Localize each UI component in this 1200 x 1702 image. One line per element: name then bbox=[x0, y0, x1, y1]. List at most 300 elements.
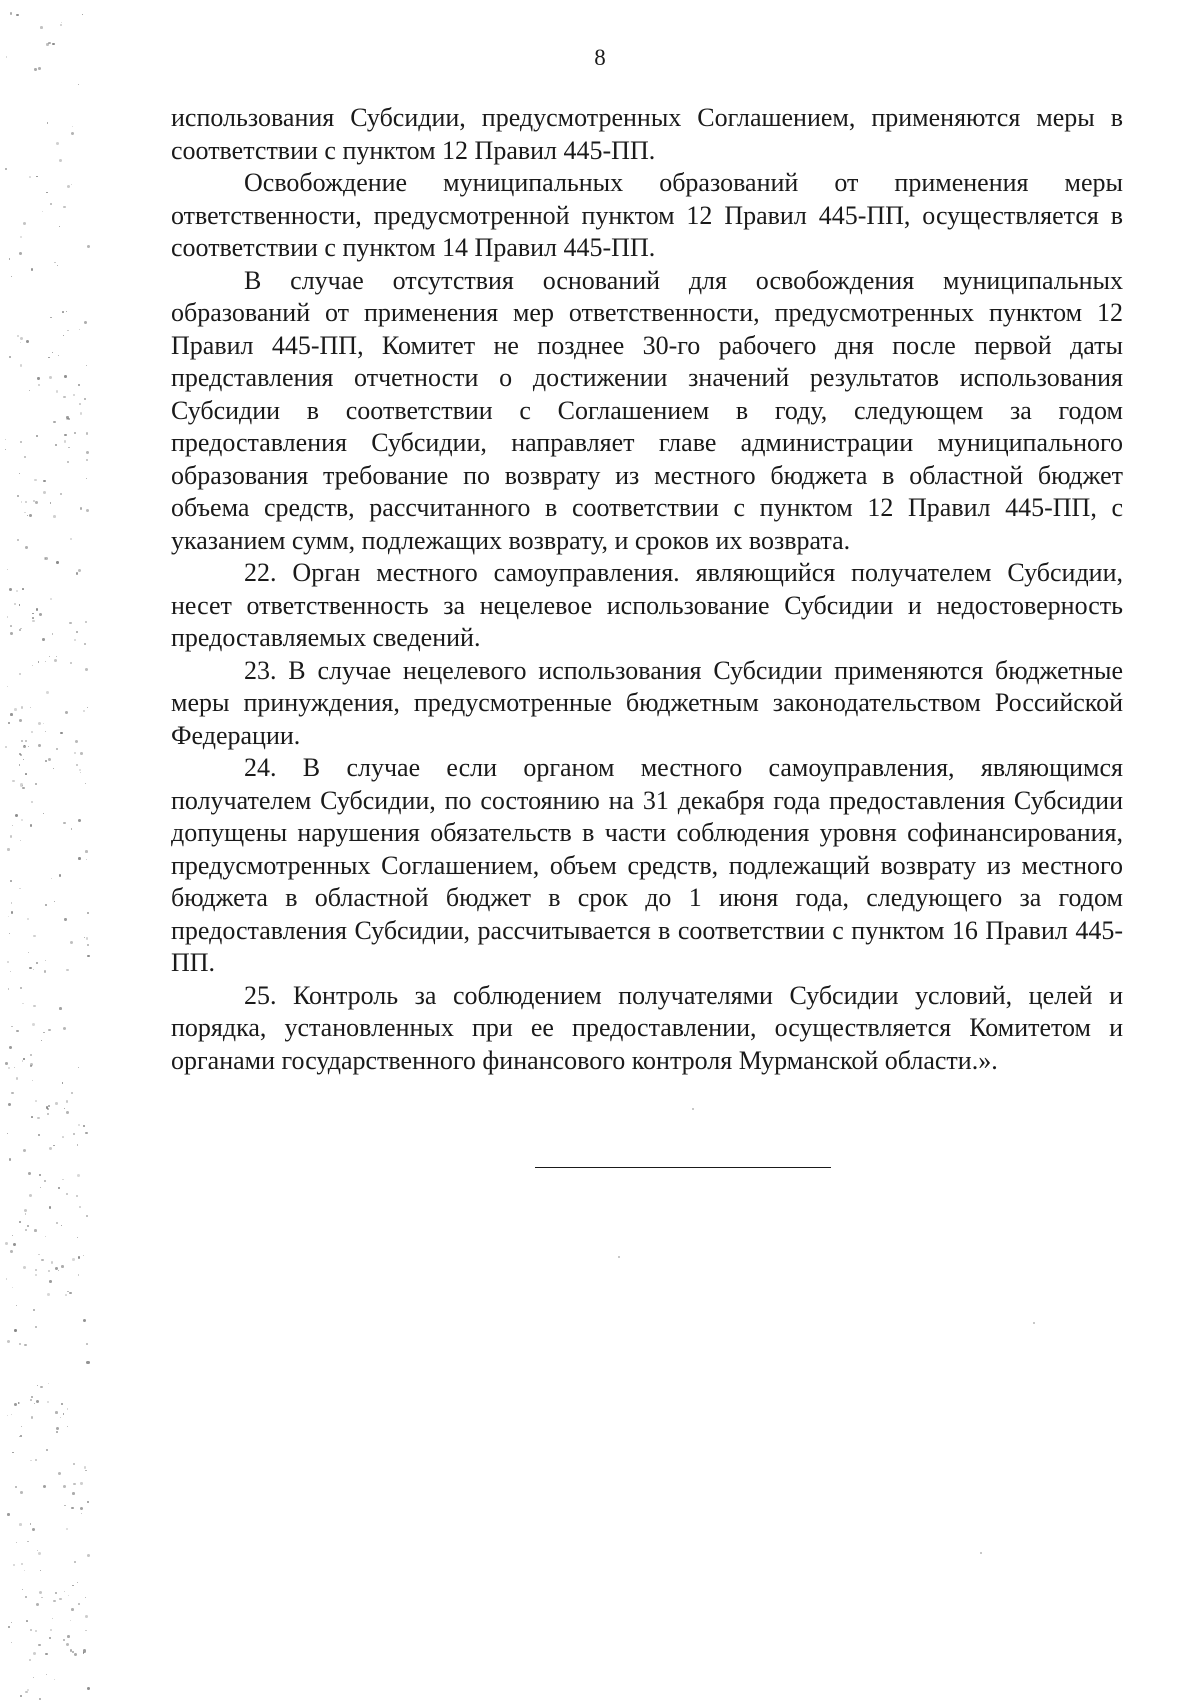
scan-speck bbox=[20, 1491, 23, 1494]
scan-speck bbox=[55, 1411, 58, 1414]
scan-speck bbox=[43, 491, 46, 494]
scan-speck bbox=[43, 1032, 44, 1033]
scan-speck bbox=[5, 168, 7, 170]
scan-speck bbox=[61, 1225, 63, 1227]
scan-speck bbox=[39, 1698, 42, 1701]
scan-speck bbox=[87, 1501, 90, 1504]
scan-speck bbox=[33, 500, 35, 502]
scan-speck bbox=[12, 1287, 13, 1288]
scan-speck bbox=[59, 1598, 61, 1600]
scan-speck bbox=[35, 501, 38, 504]
scan-speck bbox=[38, 661, 40, 663]
scan-speck bbox=[27, 1541, 29, 1543]
scan-speck bbox=[34, 1403, 35, 1404]
scan-speck bbox=[20, 441, 22, 443]
paragraph-25: 25. Контроль за соблюдением получателями Субсидии условий, целей и порядка, установленных при ее предоставлении, осуществляется Комитетом и органами государственного финансового контроля Мурманской области.». bbox=[171, 980, 1123, 1075]
scan-speck bbox=[28, 952, 30, 954]
scan-speck bbox=[53, 1600, 56, 1603]
scan-speck bbox=[24, 512, 25, 513]
scan-speck bbox=[47, 1108, 49, 1110]
scan-speck bbox=[7, 1133, 8, 1134]
scan-speck bbox=[21, 501, 22, 502]
scan-speck bbox=[53, 1145, 55, 1147]
scan-speck bbox=[19, 753, 21, 755]
scan-speck bbox=[77, 1144, 79, 1146]
scan-speck bbox=[66, 969, 68, 971]
scan-speck bbox=[77, 1237, 78, 1238]
scan-speck bbox=[5, 1242, 8, 1245]
scan-speck bbox=[60, 24, 62, 26]
scan-speck bbox=[40, 1187, 41, 1188]
scan-speck bbox=[66, 419, 67, 420]
scan-speck bbox=[34, 479, 37, 482]
scan-speck bbox=[71, 828, 72, 829]
scan-speck bbox=[32, 1080, 33, 1081]
scan-speck bbox=[23, 1266, 26, 1269]
scan-speck bbox=[7, 961, 9, 963]
scan-speck bbox=[30, 1054, 32, 1056]
scan-speck bbox=[54, 262, 56, 264]
scan-speck bbox=[63, 822, 65, 824]
scan-speck bbox=[56, 1431, 58, 1433]
scan-speck bbox=[39, 613, 42, 616]
scan-speck bbox=[20, 987, 23, 990]
scan-speck bbox=[46, 691, 49, 694]
scan-speck bbox=[78, 857, 81, 860]
scan-speck bbox=[14, 1329, 17, 1332]
scan-speck bbox=[23, 1149, 26, 1152]
scan-speck bbox=[81, 1513, 82, 1514]
scan-speck bbox=[64, 1591, 65, 1592]
scan-speck bbox=[86, 451, 89, 454]
scan-speck bbox=[5, 439, 6, 440]
scan-speck bbox=[85, 621, 88, 624]
scan-speck bbox=[7, 848, 9, 850]
scan-speck bbox=[86, 1215, 88, 1217]
scan-speck bbox=[47, 1401, 49, 1403]
scan-speck bbox=[85, 783, 87, 785]
scan-speck bbox=[33, 1005, 36, 1008]
scan-speck bbox=[27, 1225, 29, 1227]
scan-speck bbox=[87, 245, 90, 248]
scan-speck bbox=[44, 1180, 46, 1182]
scan-speck bbox=[24, 745, 25, 746]
scan-speck bbox=[12, 825, 13, 826]
scan-speck bbox=[22, 1060, 24, 1062]
scan-speck bbox=[84, 398, 86, 400]
scan-speck bbox=[71, 184, 72, 185]
scan-speck bbox=[20, 754, 22, 756]
scan-speck bbox=[18, 1402, 19, 1403]
scan-speck bbox=[23, 1058, 24, 1059]
scan-speck bbox=[48, 357, 50, 359]
scan-speck bbox=[28, 1172, 31, 1175]
scan-speck bbox=[33, 969, 35, 971]
scan-speck bbox=[67, 461, 69, 463]
scan-speck bbox=[63, 396, 66, 399]
scan-speck bbox=[20, 628, 22, 630]
scan-speck bbox=[9, 933, 10, 934]
scan-speck bbox=[43, 813, 44, 814]
scan-speck bbox=[21, 1426, 23, 1428]
scan-speck bbox=[32, 1528, 35, 1531]
scan-speck bbox=[70, 941, 73, 944]
scan-speck bbox=[64, 375, 67, 378]
scan-speck bbox=[46, 1106, 49, 1109]
scan-speck bbox=[73, 1463, 75, 1465]
scan-speck bbox=[36, 1400, 39, 1403]
scan-speck bbox=[41, 1597, 43, 1599]
scan-speck bbox=[59, 226, 60, 227]
scan-speck bbox=[86, 937, 88, 939]
scan-speck bbox=[7, 686, 8, 687]
scan-speck bbox=[24, 1209, 27, 1212]
paragraph-22: 22. Орган местного самоуправления. являющийся получателем Субсидии, несет ответственность за нецелевое использование Субсидии и недостоверность предоставляемых сведений. bbox=[171, 558, 1123, 652]
scan-speck bbox=[70, 1649, 72, 1651]
scan-speck bbox=[67, 1408, 69, 1410]
scan-speck bbox=[66, 311, 68, 313]
scan-speck bbox=[10, 632, 13, 635]
scan-speck bbox=[12, 1452, 14, 1454]
scan-speck bbox=[54, 901, 56, 903]
scan-speck bbox=[32, 620, 35, 623]
scan-speck bbox=[33, 1652, 36, 1655]
scan-speck bbox=[63, 335, 64, 336]
paragraph-continuation: использования Субсидии, предусмотренных Соглашением, применяются меры в соответствии с пунктом 12 Правил 445-ПП. bbox=[171, 103, 1123, 165]
scan-speck bbox=[11, 911, 13, 913]
scan-speck bbox=[83, 1649, 86, 1652]
scan-speck bbox=[35, 1326, 37, 1328]
scan-speck bbox=[30, 1399, 32, 1401]
scan-speck bbox=[87, 1554, 90, 1557]
scan-speck bbox=[8, 1103, 11, 1106]
scan-speck bbox=[36, 435, 38, 437]
scan-speck bbox=[11, 276, 12, 277]
scan-speck bbox=[25, 740, 27, 742]
scan-speck bbox=[68, 418, 71, 421]
scan-speck bbox=[53, 768, 54, 769]
scan-speck bbox=[71, 1092, 73, 1094]
scan-speck bbox=[37, 1385, 38, 1386]
scan-speck bbox=[19, 1343, 21, 1345]
scan-speck bbox=[62, 1179, 63, 1180]
scan-speck bbox=[12, 1235, 13, 1236]
scan-speck bbox=[80, 412, 83, 415]
scan-speck bbox=[79, 769, 81, 771]
scan-speck bbox=[45, 760, 47, 762]
scan-speck bbox=[72, 1492, 75, 1495]
scan-speck bbox=[79, 329, 80, 330]
scan-speck bbox=[86, 1361, 89, 1364]
scan-speck bbox=[20, 337, 23, 340]
scan-speck bbox=[10, 12, 12, 14]
scan-speck bbox=[38, 1134, 40, 1136]
scan-speck bbox=[69, 1292, 72, 1295]
scan-speck bbox=[19, 1523, 22, 1526]
scan-speck bbox=[16, 1030, 19, 1033]
scan-speck bbox=[80, 1482, 82, 1484]
scan-speck bbox=[51, 878, 52, 879]
scan-speck bbox=[11, 1642, 13, 1644]
scan-speck bbox=[1033, 1322, 1035, 1324]
scan-speck bbox=[45, 731, 46, 732]
scan-speck bbox=[17, 495, 19, 497]
scan-speck bbox=[83, 1652, 85, 1654]
scan-speck bbox=[29, 1659, 31, 1661]
scan-speck bbox=[64, 1108, 65, 1109]
scan-speck bbox=[29, 514, 32, 517]
scan-speck bbox=[25, 546, 28, 549]
scan-speck bbox=[25, 1229, 27, 1231]
scan-speck bbox=[10, 713, 13, 716]
scan-speck bbox=[51, 1261, 54, 1264]
scan-speck bbox=[55, 1267, 58, 1270]
scan-speck bbox=[57, 265, 59, 267]
scan-speck bbox=[85, 1470, 87, 1472]
scan-speck bbox=[38, 722, 41, 725]
scan-speck bbox=[67, 1426, 68, 1427]
scan-speck bbox=[36, 962, 38, 964]
scan-speck bbox=[27, 515, 28, 516]
scan-speck bbox=[26, 340, 29, 343]
scan-speck bbox=[43, 723, 44, 724]
page-number: 8 bbox=[594, 45, 606, 70]
scan-speck bbox=[19, 252, 22, 255]
scan-speck bbox=[62, 1136, 64, 1138]
scan-speck bbox=[45, 557, 48, 560]
scan-speck bbox=[13, 1243, 16, 1246]
scan-speck bbox=[84, 643, 86, 645]
scan-speck bbox=[19, 629, 22, 632]
scan-speck bbox=[20, 342, 21, 343]
scan-speck bbox=[83, 710, 85, 712]
scan-speck bbox=[10, 835, 13, 838]
paragraph-23: 23. В случае нецелевого использования Субсидии применяются бюджетные меры принуждения, предусмотренные бюджетным законодательством Российской Федерации. bbox=[171, 655, 1123, 750]
scan-speck bbox=[9, 1046, 12, 1049]
scan-speck bbox=[72, 1651, 75, 1654]
scan-speck bbox=[85, 850, 88, 853]
scan-speck bbox=[78, 1603, 80, 1605]
paragraph-24: 24. В случае если органом местного самоуправления, являющимся получателем Субсидии, по состоянию на 31 декабря года предоставления Субсидии допущены нарушения обязательств в части соблюдения уровня софинансирования, предусмотренных Соглашением, объем средств, подлежащий возврату из местного бюджета в областной бюджет в срок до 1 июня года, следующего за годом предоставления Субсидии, рассчитывается в соответствии с пунктом 16 Правил 445-ПП. bbox=[171, 753, 1123, 977]
end-of-text-rule bbox=[535, 1167, 831, 1168]
scan-speck bbox=[16, 1077, 18, 1079]
scan-speck bbox=[45, 904, 47, 906]
scan-speck bbox=[78, 1067, 79, 1068]
scan-speck bbox=[10, 880, 12, 882]
scan-speck bbox=[14, 603, 16, 605]
scan-speck bbox=[9, 588, 12, 591]
scan-speck bbox=[79, 1206, 81, 1208]
scan-speck bbox=[29, 390, 30, 391]
scan-speck bbox=[49, 1147, 52, 1150]
scan-speck bbox=[618, 1256, 620, 1258]
scan-speck bbox=[29, 1194, 32, 1197]
scan-speck bbox=[71, 132, 74, 135]
scan-speck bbox=[29, 967, 32, 970]
scan-speck bbox=[84, 321, 87, 324]
document-body bbox=[171, 102, 1123, 1077]
scan-speck bbox=[84, 937, 85, 938]
scan-speck bbox=[39, 1174, 41, 1176]
scan-speck bbox=[46, 192, 48, 194]
scan-speck bbox=[11, 902, 13, 904]
scan-speck bbox=[80, 772, 81, 773]
scan-speck bbox=[14, 1067, 15, 1068]
scan-speck bbox=[48, 1270, 50, 1272]
scan-speck bbox=[19, 1402, 21, 1404]
scan-speck bbox=[76, 572, 78, 574]
scan-speck bbox=[31, 1396, 33, 1398]
scan-speck bbox=[20, 236, 23, 239]
scan-speck bbox=[86, 859, 88, 861]
scan-speck bbox=[17, 335, 19, 337]
scan-speck bbox=[85, 1630, 86, 1631]
scan-speck bbox=[32, 665, 33, 666]
scan-speck bbox=[63, 1639, 66, 1642]
scan-speck bbox=[64, 918, 66, 920]
scan-speck bbox=[24, 1344, 26, 1346]
scan-speck bbox=[49, 1637, 52, 1640]
scan-speck bbox=[49, 1206, 52, 1209]
scan-speck bbox=[78, 819, 81, 822]
scan-speck bbox=[25, 773, 27, 775]
scan-speck bbox=[35, 1459, 38, 1462]
scan-speck bbox=[66, 1643, 69, 1646]
scan-speck bbox=[87, 912, 89, 914]
scan-speck bbox=[72, 1585, 74, 1587]
scan-speck bbox=[19, 1436, 20, 1437]
scan-speck bbox=[8, 722, 10, 724]
scan-speck bbox=[35, 1100, 37, 1102]
scan-speck bbox=[10, 971, 12, 973]
scan-speck bbox=[40, 1570, 41, 1571]
scan-speck bbox=[7, 569, 8, 570]
scan-speck bbox=[73, 1483, 76, 1486]
scan-speck bbox=[10, 625, 12, 627]
scan-speck bbox=[20, 364, 23, 367]
scan-speck bbox=[72, 126, 74, 128]
scan-speck bbox=[16, 1305, 17, 1306]
scan-speck bbox=[56, 561, 59, 564]
scan-speck bbox=[50, 598, 52, 600]
scan-speck bbox=[33, 935, 36, 938]
scan-speck bbox=[33, 1309, 35, 1311]
scan-speck bbox=[43, 480, 46, 483]
scan-speck bbox=[10, 1250, 13, 1253]
scan-speck bbox=[16, 590, 18, 592]
scan-speck bbox=[66, 1193, 68, 1195]
scan-speck bbox=[42, 211, 43, 212]
scan-speck bbox=[36, 608, 39, 611]
scan-speck bbox=[33, 1677, 34, 1678]
scan-speck bbox=[75, 740, 78, 743]
scan-speck bbox=[86, 432, 88, 434]
scan-speck bbox=[50, 1629, 52, 1631]
scan-speck bbox=[70, 1620, 71, 1621]
scan-speck bbox=[78, 84, 80, 86]
scan-speck bbox=[46, 1674, 47, 1675]
scan-speck bbox=[54, 1679, 55, 1680]
scan-speck bbox=[31, 268, 34, 271]
scan-speck bbox=[45, 1236, 46, 1237]
scan-speck bbox=[9, 1158, 12, 1161]
scan-speck bbox=[36, 176, 38, 178]
scan-speck bbox=[16, 14, 18, 16]
scan-speck bbox=[77, 1174, 80, 1177]
scan-speck bbox=[49, 1280, 52, 1283]
scan-speck bbox=[19, 888, 21, 890]
scan-speck bbox=[25, 1213, 27, 1215]
scan-speck bbox=[73, 1133, 75, 1135]
scan-speck bbox=[41, 1040, 42, 1041]
scan-speck bbox=[25, 1596, 27, 1598]
scan-speck bbox=[41, 1259, 44, 1262]
scan-speck bbox=[67, 1291, 69, 1293]
scan-speck bbox=[60, 493, 62, 495]
scan-speck bbox=[24, 1570, 25, 1571]
scan-speck bbox=[31, 1116, 33, 1118]
scan-speck bbox=[14, 1329, 17, 1332]
scan-speck bbox=[50, 317, 52, 319]
scan-speck bbox=[39, 1591, 42, 1594]
scan-speck bbox=[63, 1485, 66, 1488]
scan-speck bbox=[74, 752, 76, 754]
scan-speck bbox=[79, 403, 81, 405]
scan-speck bbox=[24, 456, 26, 458]
scan-speck bbox=[66, 1100, 69, 1103]
scan-speck bbox=[80, 507, 83, 510]
scan-speck bbox=[58, 1187, 60, 1189]
scan-speck bbox=[67, 1635, 70, 1638]
scan-speck bbox=[12, 780, 15, 783]
scan-speck bbox=[44, 557, 46, 559]
scan-speck bbox=[76, 631, 78, 633]
scan-speck bbox=[80, 1507, 83, 1510]
scan-speck bbox=[32, 617, 34, 619]
scan-speck bbox=[48, 758, 51, 761]
scan-speck bbox=[15, 1486, 17, 1488]
scan-speck bbox=[49, 656, 50, 657]
scan-speck bbox=[17, 539, 18, 540]
scan-speck bbox=[29, 176, 31, 178]
scan-speck bbox=[32, 1023, 35, 1026]
scan-speck bbox=[65, 1294, 67, 1296]
scan-speck bbox=[30, 1065, 32, 1067]
scan-speck bbox=[83, 1255, 84, 1256]
scan-speck bbox=[60, 732, 63, 735]
scan-speck bbox=[692, 1108, 694, 1110]
scan-speck bbox=[28, 746, 29, 747]
paragraph-exemption: Освобождение муниципальных образований от применения меры ответственности, предусмотренной пунктом 12 Правил 445-ПП, осуществляется в соответствии с пунктом 14 Правил 445-ПП. bbox=[171, 168, 1123, 262]
scan-speck bbox=[69, 622, 71, 624]
scan-speck bbox=[58, 355, 59, 356]
scan-speck bbox=[47, 122, 49, 124]
scan-speck bbox=[80, 752, 83, 755]
scan-speck bbox=[86, 459, 88, 461]
scan-speck bbox=[37, 1117, 40, 1120]
scan-speck bbox=[74, 1561, 76, 1563]
scan-speck bbox=[20, 1695, 22, 1697]
scan-speck bbox=[78, 1124, 80, 1126]
scan-speck bbox=[11, 1092, 14, 1095]
scan-speck bbox=[83, 1319, 86, 1322]
scan-speck bbox=[14, 1403, 17, 1406]
scan-speck bbox=[58, 1270, 59, 1271]
scan-speck bbox=[62, 311, 64, 313]
scan-speck bbox=[19, 719, 22, 722]
scan-speck bbox=[19, 764, 21, 766]
scan-speck bbox=[66, 1111, 69, 1114]
